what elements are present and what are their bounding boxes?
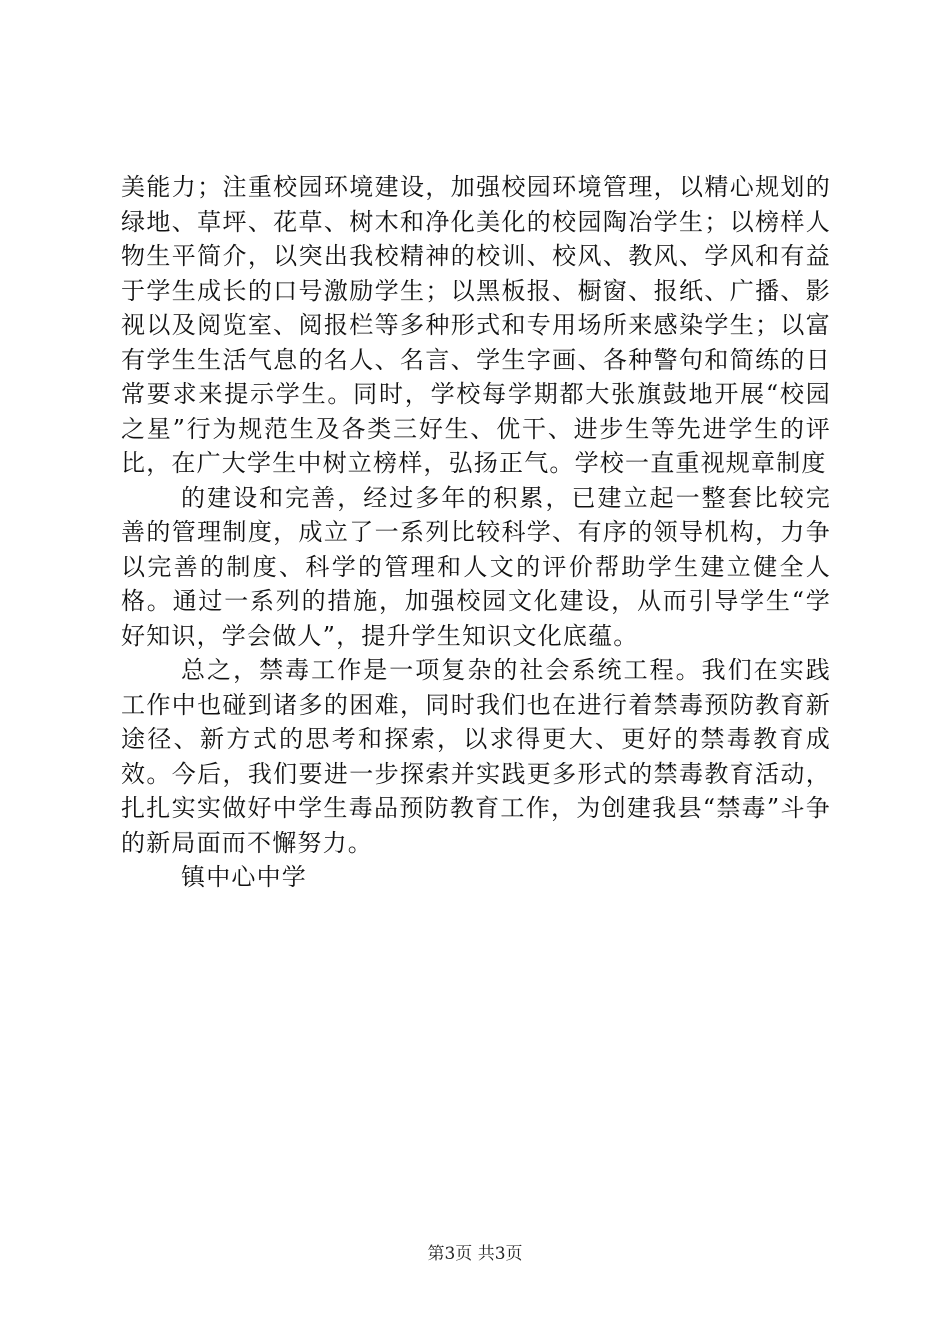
- paragraph-continued: 美能力；注重校园环境建设，加强校园环境管理，以精心规划的绿地、草坪、花草、树木和净化美化的校园陶冶学生；以榜样人物生平简介，以突出我校精神的校训、校风、教风、学风和有益于学生成长的口号激励学生；以黑板报、橱窗、报纸、广播、影视以及阅览室、阅报栏等多种形式和专用场所来感染学生；以富有学生生活气息的名人、名言、学生字画、各种警句和简练的日常要求来提示学生。同时，学校每学期都大张旗鼓地开展“校园之星”行为规范生及各类三好生、优干、进步生等先进学生的评比，在广大学生中树立榜样，弘扬正气。学校一直重视规章制度: [121, 173, 831, 477]
- document-body: [121, 170, 831, 895]
- paragraph-rules: 的建设和完善，经过多年的积累，已建立起一整套比较完善的管理制度，成立了一系列比较科学、有序的领导机构，力争以完善的制度、科学的管理和人文的评价帮助学生建立健全人格。通过一系列的措施，加强校园文化建设，从而引导学生“学好知识，学会做人”，提升学生知识文化底蕴。: [121, 483, 831, 650]
- paragraph-conclusion: 总之，禁毒工作是一项复杂的社会系统工程。我们在实践工作中也碰到诸多的困难，同时我们也在进行着禁毒预防教育新途径、新方式的思考和探索，以求得更大、更好的禁毒教育成效。今后，我们要进一步探索并实践更多形式的禁毒教育活动，扎扎实实做好中学生毒品预防教育工作，为创建我县“禁毒”斗争的新局面而不懈努力。: [121, 656, 831, 857]
- signature: 镇中心中学: [181, 863, 307, 891]
- page-footer: 第3页 共3页: [427, 1244, 523, 1264]
